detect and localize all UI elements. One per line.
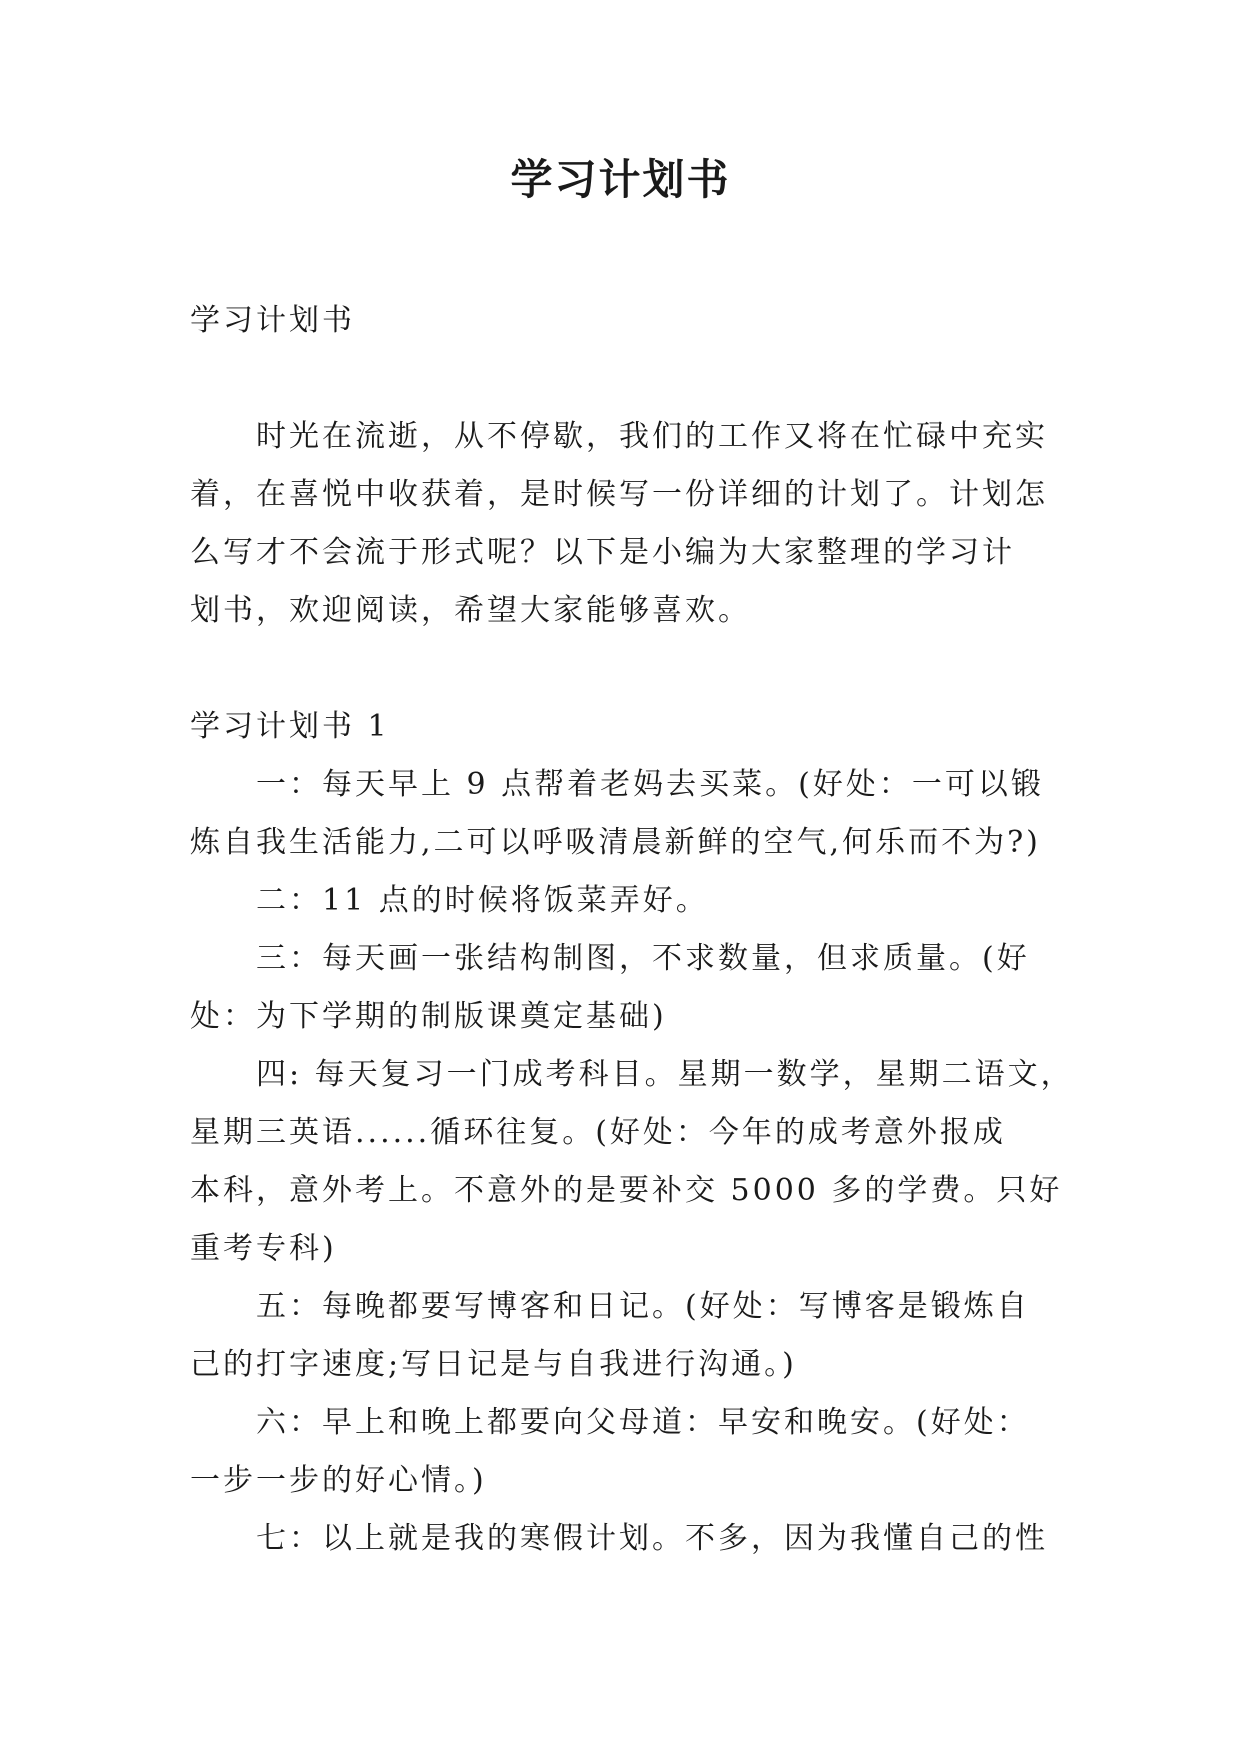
plan-item-line: 己的打字速度;写日记是与自我进行沟通。) [190,1347,797,1382]
intro-line: 划书，欢迎阅读，希望大家能够喜欢。 [190,593,751,628]
plan-item-2 [190,872,1052,930]
plan-item-line: 五：每晚都要写博客和日记。(好处：写博客是锻炼自 [256,1289,1030,1324]
plan-item-line: 重考专科) [190,1231,337,1266]
plan-item-line: 本科，意外考上。不意外的是要补交 5000 多的学费。只好 [190,1173,1063,1208]
document-body [190,292,1074,1568]
intro-line: 着，在喜悦中收获着，是时候写一份详细的计划了。计划怎 [190,477,1048,512]
intro-line: 时光在流逝，从不停歇，我们的工作又将在忙碌中充实 [256,419,1048,454]
plan-item-line: 四: 每天复习一门成考科目。星期一数学，星期二语文， [256,1057,1074,1092]
plan-item-line: 一：每天早上 9 点帮着老妈去买菜。(好处：一可以锻 [256,767,1044,802]
plan-item-line: 七：以上就是我的寒假计划。不多，因为我懂自己的性 [256,1521,1048,1556]
plan-item-6 [190,1394,1052,1510]
plan-item-line: 三：每天画一张结构制图，不求数量，但求质量。(好 [256,941,1030,976]
spacer [190,640,1052,698]
subtitle: 学习计划书 [190,303,355,338]
plan-item-line: 六：早上和晚上都要向父母道：早安和晚安。(好处： [256,1405,1030,1440]
spacer [190,350,1052,408]
plan-item-7 [190,1510,1052,1568]
plan-item-1 [190,756,1052,872]
intro-paragraph [190,408,1052,640]
plan-item-4 [190,1046,1074,1278]
plan-item-line: 处：为下学期的制版课奠定基础) [190,999,667,1034]
plan-item-line: 二：11 点的时候将饭菜弄好。 [256,883,709,918]
document-title: 学习计划书 [510,155,731,204]
section-heading: 学习计划书 1 [190,709,390,744]
plan-item-5 [190,1278,1052,1394]
plan-item-line: 一步一步的好心情。) [190,1463,487,1498]
plan-item-line: 星期三英语......循环往复。(好处：今年的成考意外报成 [190,1115,1006,1150]
intro-line: 么写才不会流于形式呢？以下是小编为大家整理的学习计 [190,535,1015,570]
plan-item-line: 炼自我生活能力,二可以呼吸清晨新鲜的空气,何乐而不为?) [190,825,1041,860]
plan-item-3 [190,930,1052,1046]
